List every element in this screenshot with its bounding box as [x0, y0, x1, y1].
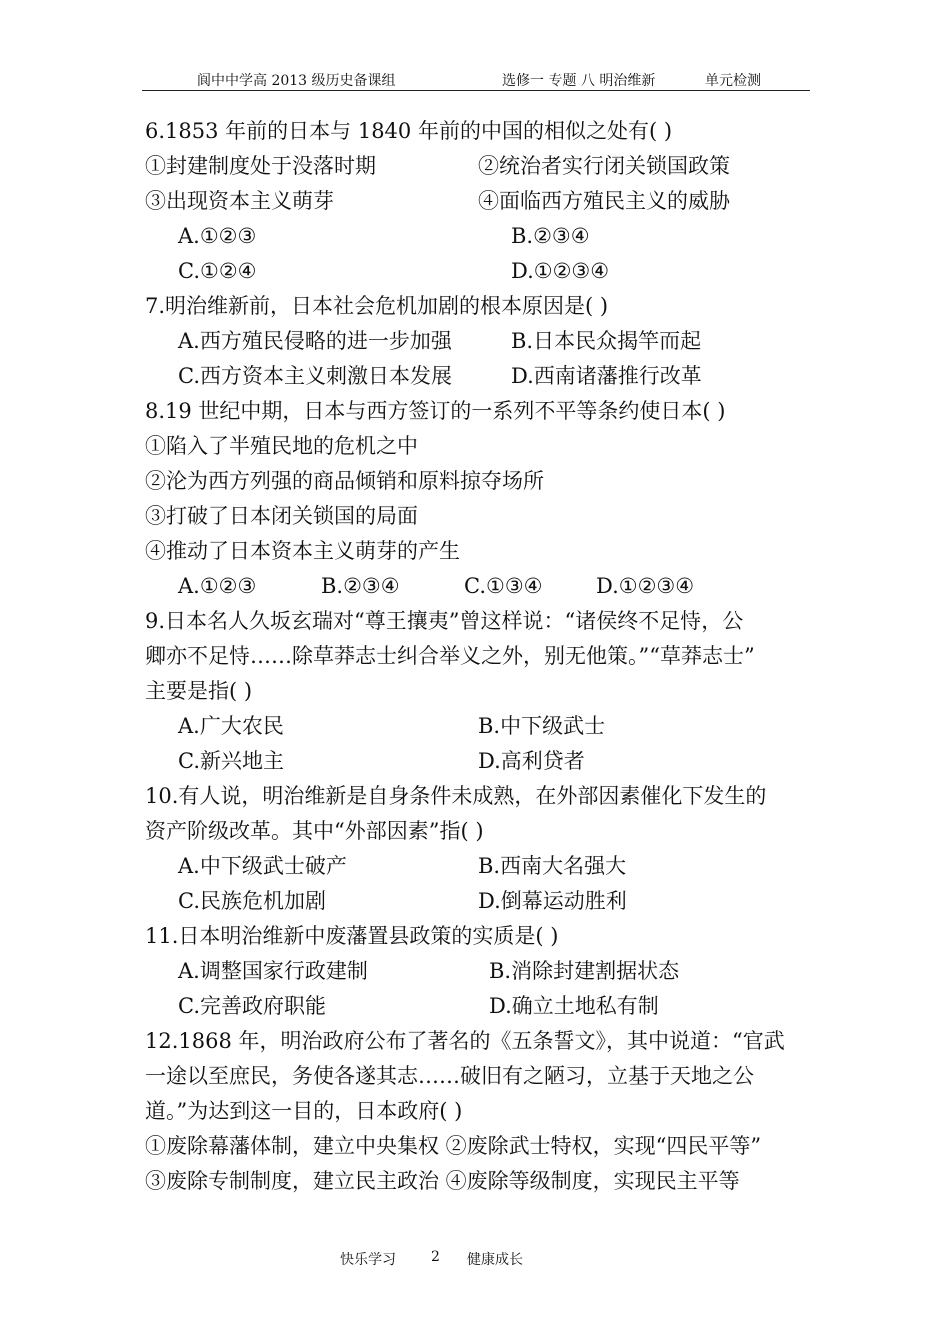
q9-option-c: C.新兴地主 — [178, 749, 284, 773]
q12-stem-line2: 一途以至庶民，务使各遂其志……破旧有之陋习，立基于天地之公 — [145, 1064, 754, 1088]
q8-statement-2: ②沦为西方列强的商品倾销和原料掠夺场所 — [145, 469, 544, 493]
q9-option-d: D.高利贷者 — [478, 749, 585, 773]
footer-page-number: 2 — [431, 1249, 440, 1265]
q10-option-b: B.西南大名强大 — [478, 854, 627, 878]
question-list — [145, 114, 815, 1199]
q6-option-a: A.①②③ — [178, 224, 257, 248]
q12-statements-1-2: ①废除幕藩体制，建立中央集权 ②废除武士特权，实现“四民平等” — [145, 1134, 762, 1158]
q10-option-c: C.民族危机加剧 — [178, 889, 326, 913]
q6-option-d: D.①②③④ — [511, 259, 610, 283]
q11-option-b: B.消除封建割据状态 — [489, 959, 680, 983]
q6-statement-2: ②统治者实行闭关锁国政策 — [478, 154, 730, 178]
q8-option-a: A.①②③ — [178, 574, 257, 598]
q6-statement-4: ④面临西方殖民主义的威胁 — [478, 189, 730, 213]
header-test-type: 单元检测 — [705, 73, 761, 89]
header-topic: 选修一 专题 八 明治维新 — [502, 73, 656, 89]
q11-options-row2 — [145, 989, 815, 1024]
q11-stem: 11.日本明治维新中废藩置县政策的实质是( ) — [145, 924, 559, 948]
footer-right-motto: 健康成长 — [467, 1252, 523, 1268]
q7-option-a: A.西方殖民侵略的进一步加强 — [178, 329, 452, 353]
q8-option-b: B.②③④ — [321, 574, 400, 598]
q6-option-c: C.①②④ — [178, 259, 257, 283]
q11-option-d: D.确立土地私有制 — [489, 994, 659, 1018]
q9-option-a: A.广大农民 — [178, 714, 284, 738]
q10-option-d: D.倒幕运动胜利 — [478, 889, 627, 913]
q12-stem-line3: 道。”为达到这一目的，日本政府( ) — [145, 1099, 463, 1123]
q6-stem: 6.1853 年前的日本与 1840 年前的中国的相似之处有( ) — [145, 119, 673, 143]
page-header — [142, 68, 810, 91]
q6-statements-row1 — [145, 149, 815, 184]
q10-stem-line2: 资产阶级改革。其中“外部因素”指( ) — [145, 819, 484, 843]
q6-statement-1: ①封建制度处于没落时期 — [145, 154, 376, 178]
q10-options-row1 — [145, 849, 815, 884]
q6-option-b: B.②③④ — [511, 224, 590, 248]
q9-option-b: B.中下级武士 — [478, 714, 606, 738]
q9-stem-line2: 卿亦不足恃……除草莽志士纠合举义之外，别无他策。”“草莽志士” — [145, 644, 755, 668]
q8-statement-3: ③打破了日本闭关锁国的局面 — [145, 504, 418, 528]
q7-option-c: C.西方资本主义刺激日本发展 — [178, 364, 452, 388]
header-course-group: 阆中中学高 2013 级历史备课组 — [197, 73, 396, 89]
q8-option-d: D.①②③④ — [596, 574, 695, 598]
q12-stem-line1: 12.1868 年，明治政府公布了著名的《五条誓文》，其中说道：“官武 — [145, 1029, 785, 1053]
q10-option-a: A.中下级武士破产 — [178, 854, 347, 878]
q9-options-row2 — [145, 744, 815, 779]
q9-stem-line1: 9.日本名人久坂玄瑞对“尊王攘夷”曾这样说：“诸侯终不足恃，公 — [145, 609, 744, 633]
q10-stem-line1: 10.有人说，明治维新是自身条件未成熟，在外部因素催化下发生的 — [145, 784, 767, 808]
q7-option-d: D.西南诸藩推行改革 — [511, 364, 702, 388]
q8-stem: 8.19 世纪中期，日本与西方签订的一系列不平等条约使日本( ) — [145, 399, 726, 423]
q6-options-row2 — [145, 254, 815, 289]
footer-left-motto: 快乐学习 — [340, 1252, 396, 1268]
q8-statement-1: ①陷入了半殖民地的危机之中 — [145, 434, 418, 458]
q10-options-row2 — [145, 884, 815, 919]
q7-options-row1 — [145, 324, 815, 359]
q7-options-row2 — [145, 359, 815, 394]
q11-option-a: A.调整国家行政建制 — [178, 959, 368, 983]
q8-statement-4: ④推动了日本资本主义萌芽的产生 — [145, 539, 460, 563]
q9-stem-line3: 主要是指( ) — [145, 679, 253, 703]
q6-statement-3: ③出现资本主义萌芽 — [145, 189, 334, 213]
q6-options-row1 — [145, 219, 815, 254]
q8-options-row — [145, 569, 815, 604]
q8-option-c: C.①③④ — [464, 574, 543, 598]
q6-statements-row2 — [145, 184, 815, 219]
q7-stem: 7.明治维新前，日本社会危机加剧的根本原因是( ) — [145, 294, 609, 318]
q11-option-c: C.完善政府职能 — [178, 994, 326, 1018]
q12-statements-3-4: ③废除专制制度，建立民主政治 ④废除等级制度，实现民主平等 — [145, 1169, 740, 1193]
q7-option-b: B.日本民众揭竿而起 — [511, 329, 702, 353]
q11-options-row1 — [145, 954, 815, 989]
q9-options-row1 — [145, 709, 815, 744]
